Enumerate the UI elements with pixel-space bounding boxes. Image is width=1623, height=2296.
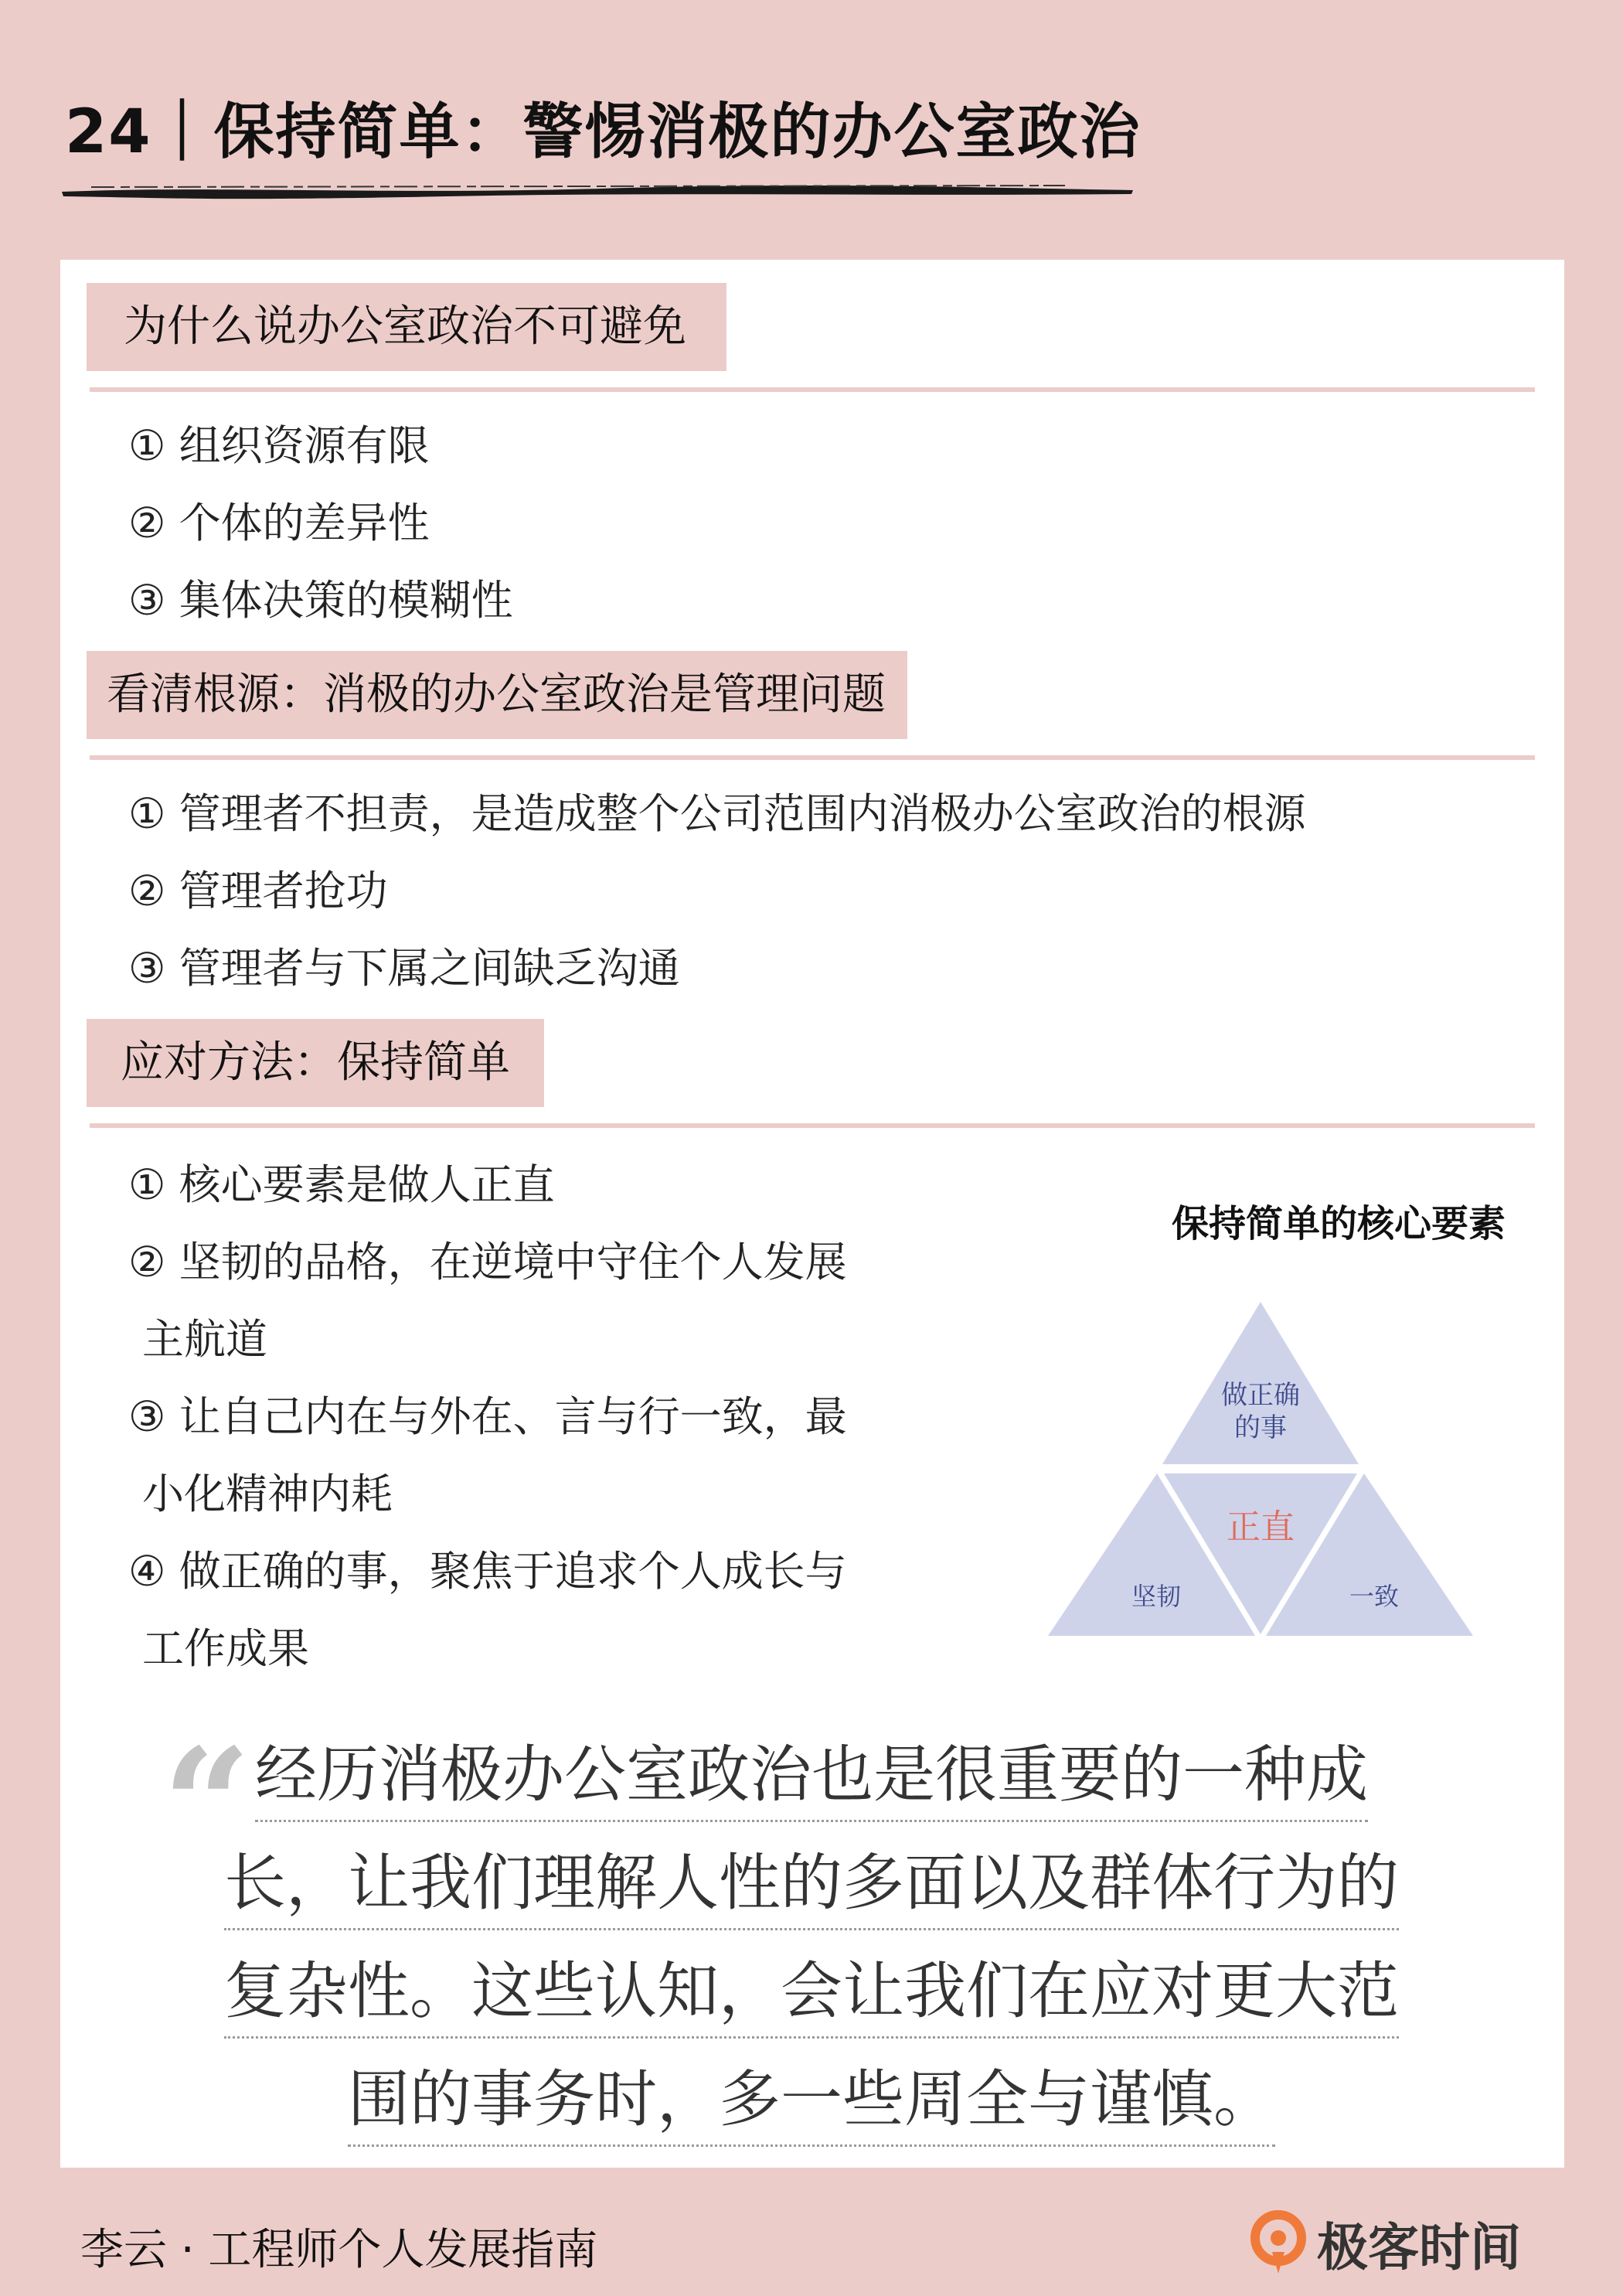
author-credit: 李云 · 工程师个人发展指南 xyxy=(80,2225,598,2275)
label-right: 一致 xyxy=(1349,1582,1400,1611)
diagram-title: 保持简单的核心要素 xyxy=(1171,1202,1506,1245)
list-item: ③ 让自己内在与外在、言与行一致，最 小化精神内耗 xyxy=(128,1392,847,1518)
list-item: ① 组织资源有限 xyxy=(128,421,430,470)
quote-line: 围的事务时，多一些周全与谨慎。 xyxy=(348,2058,1275,2147)
list-item: ② 坚韧的品格，在逆境中守住个人发展 主航道 xyxy=(128,1238,847,1364)
label-center: 正直 xyxy=(1227,1507,1295,1547)
section-divider xyxy=(90,1123,1535,1128)
list-item: ③ 管理者与下属之间缺乏沟通 xyxy=(128,944,680,993)
geektime-logo-icon xyxy=(1249,2210,1308,2275)
label-top-line1: 做正确 xyxy=(1221,1380,1300,1411)
page-title: 24｜保持简单：警惕消极的办公室政治 xyxy=(65,97,1142,167)
section-divider xyxy=(90,755,1535,760)
brand-name: 极客时间 xyxy=(1317,2217,1521,2277)
brush-underline xyxy=(60,181,1135,199)
list-item: ② 个体的差异性 xyxy=(128,499,430,547)
brand-logo xyxy=(1249,2208,1521,2277)
quote-line: 长，让我们理解人性的多面以及群体行为的 xyxy=(224,1841,1399,1930)
label-top-line2: 的事 xyxy=(1234,1412,1287,1443)
quote-mark-icon: “ xyxy=(162,1715,252,1896)
section-divider xyxy=(90,387,1535,392)
core-elements-triangle-diagram xyxy=(1048,1302,1481,1673)
section-label-why-unavoidable: 为什么说办公室政治不可避免 xyxy=(87,283,726,371)
list-item: ② 管理者抢功 xyxy=(128,867,388,915)
list-item: ① 管理者不担责，是造成整个公司范围内消极办公室政治的根源 xyxy=(128,789,1306,838)
list-item: ③ 集体决策的模糊性 xyxy=(128,576,513,625)
content-card xyxy=(60,260,1564,2168)
label-left: 坚韧 xyxy=(1131,1582,1182,1611)
list-item: ① 核心要素是做人正直 xyxy=(128,1160,555,1209)
section-label-coping-method: 应对方法：保持简单 xyxy=(87,1019,544,1107)
quote-line: 复杂性。这些认知，会让我们在应对更大范 xyxy=(224,1950,1399,2039)
section-label-root-cause: 看清根源：消极的办公室政治是管理问题 xyxy=(87,651,907,739)
quote-line: 经历消极办公室政治也是很重要的一种成 xyxy=(255,1733,1368,1822)
list-item: ④ 做正确的事，聚焦于追求个人成长与 工作成果 xyxy=(128,1547,847,1673)
